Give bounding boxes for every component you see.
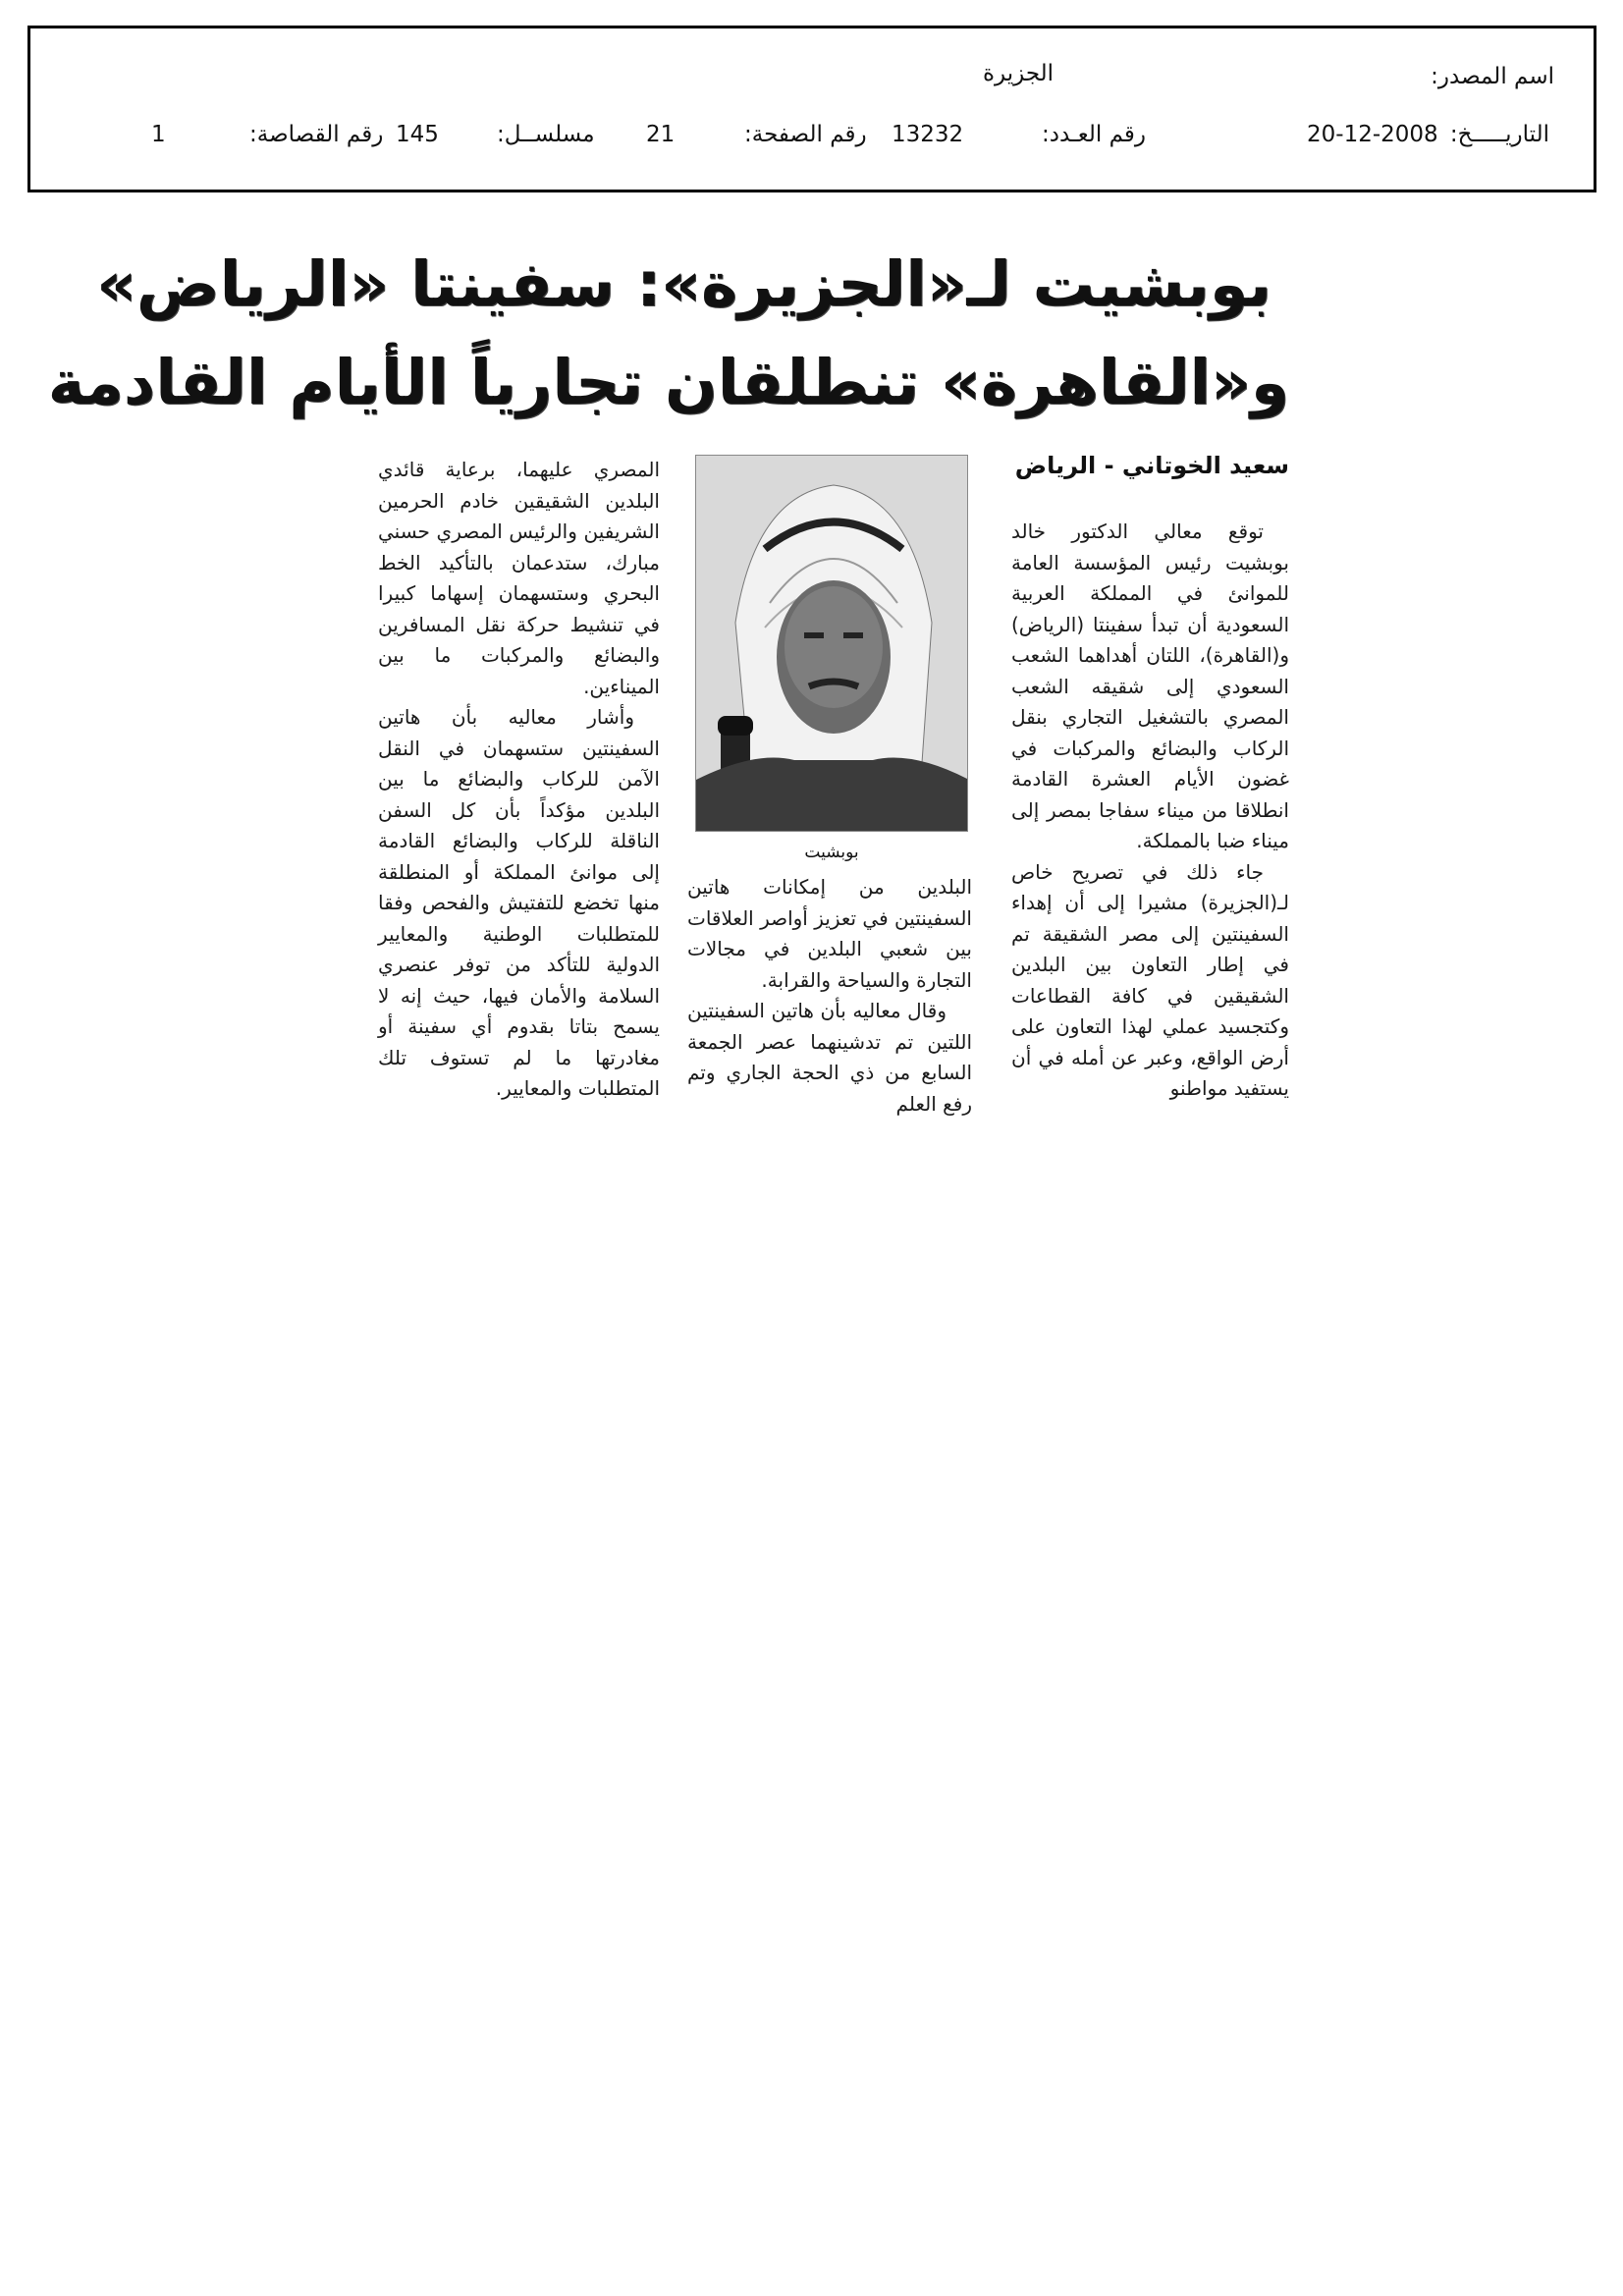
byline: سعيد الخوتاني - الرياض	[1014, 452, 1289, 479]
date-value: 20-12-2008	[1307, 122, 1438, 147]
clip-number-label: رقم القصاصة:	[249, 122, 384, 147]
document-header-box	[27, 26, 1596, 192]
article-column-right	[1011, 517, 1289, 1105]
portrait-illustration	[696, 456, 968, 832]
issue-value: 13232	[892, 122, 964, 147]
source-label: اسم المصدر:	[1431, 64, 1554, 89]
paragraph: وقال معاليه بأن هاتين السفينتين اللتين تم تدشينهما عصر الجمعة السابع من ذي الحجة الجاري وتم رفع العلم	[687, 999, 972, 1116]
issue-label: رقم العـدد:	[1042, 122, 1147, 147]
photo-caption: بوبشيت	[804, 843, 859, 862]
source-value: الجزيرة	[983, 61, 1055, 86]
paragraph: توقع معالي الدكتور خالد بوبشيت رئيس المؤسسة العامة للموانئ في المملكة العربية السعودية أن تبدأ سفينتا (الرياض) و(القاهرة)، اللتان أهداهما الشعب السعودي إلى شقيقه الشعب المصري بالتشغيل التجاري بنقل الركاب والبضائع والمركبات في غضون الأيام العشرة القادمة انطلاقا من ميناء سفاجا بمصر إلى ميناء ضبا بالمملكة.	[1011, 519, 1289, 852]
newspaper-clipping	[47, 244, 1289, 1176]
headline-line-2: و«القاهرة» تنطلقان تجارياً الأيام القادمة	[47, 347, 1289, 418]
portrait-photo	[695, 455, 968, 832]
serial-value: 145	[396, 122, 439, 147]
headline-line-1: بوبشيت لـ«الجزيرة»: سفينتا «الرياض»	[96, 248, 1271, 320]
date-label: التاريـــــخ:	[1449, 122, 1549, 147]
clip-number-value: 1	[151, 122, 166, 147]
paragraph: وأشار معاليه بأن هاتين السفينتين ستسهمان في النقل الآمن للركاب والبضائع ما بين البلدين مؤكداً بأن كل السفن الناقلة للركاب والبضائع القادمة إلى موانئ المملكة أو المنطلقة منها تخضع للتفتيش والفحص وفقا للمتطلبات الوطنية والمعايير الدولية للتأكد من توفر عنصري السلامة والأمان فيها، حيث إنه لا يسمح بتاتا بقدوم أي سفينة أو مغادرتها ما لم تستوف تلك المتطلبات والمعايير.	[378, 705, 660, 1100]
page-number-value: 21	[646, 122, 676, 147]
paragraph: جاء ذلك في تصريح خاص لـ(الجزيرة) مشيرا إلى أن إهداء السفينتين إلى مصر الشقيقة تم في إطار التعاون بين البلدين الشقيقين في كافة القطاعات وكتجسيد عملي لهذا التعاون على أرض الواقع، وعبر عن أمله في أن يستفيد مواطنو	[1011, 859, 1289, 1100]
paragraph: المصري عليهما، برعاية قائدي البلدين الشقيقين خادم الحرمين الشريفين والرئيس المصري حسني مبارك، ستدعمان بالتأكيد الخط البحري وستسهمان إسهاما كبيرا في تنشيط حركة نقل المسافرين والبضائع والمركبات ما بين الميناءين.	[378, 458, 660, 698]
serial-label: مسلســل:	[497, 122, 595, 147]
page-number-label: رقم الصفحة:	[744, 122, 867, 147]
article-column-middle	[687, 872, 972, 1120]
paragraph: البلدين من إمكانات هاتين السفينتين في تعزيز أواصر العلاقات بين شعبي البلدين في مجالات التجارة والسياحة والقرابة.	[687, 875, 972, 992]
article-column-left	[378, 455, 660, 1105]
